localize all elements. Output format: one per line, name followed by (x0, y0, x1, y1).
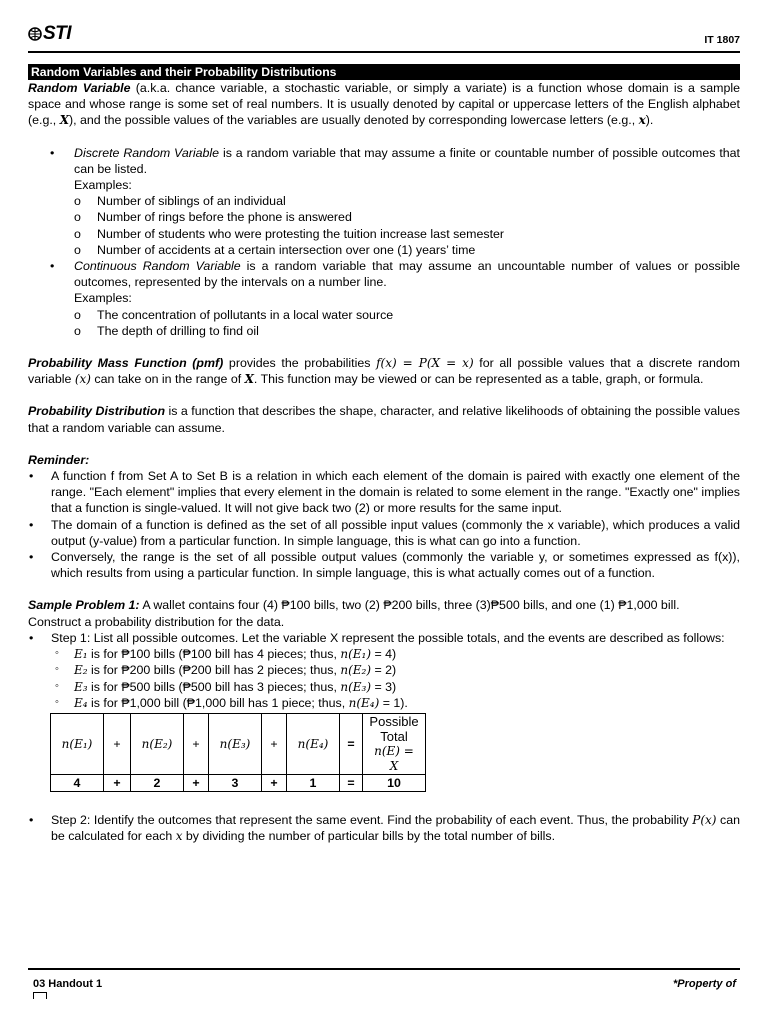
footer-rule (28, 968, 740, 970)
list-item: • The domain of a function is defined as the set of all possible input values (commonly the x variable), which produces a valid output (y-value) from a particular function. In simple language, this is what can go into a function. (29, 517, 740, 548)
bullet-icon: • (50, 259, 55, 274)
step-1: • Step 1: List all possible outcomes. Let the variable X represent the possible totals, and the events are described as follows: (29, 630, 725, 645)
table-cell: + (262, 774, 287, 791)
table-header-cell: n(E₁) (51, 713, 104, 774)
list-item: o The depth of drilling to find oil (74, 323, 259, 338)
examples-label: Examples: (74, 291, 132, 306)
random-variable-definition: Random Variable (a.k.a. chance variable, a stochastic variable, or simply a variate) is a function whose domain is a sample space and whose range is some set of real numbers. It is usually denoted by capital or uppercase letters of the English alphabet (e.g., X), and the possible values of the variables are usually denoted by corresponding lowercase letters (e.g., x). (28, 81, 741, 128)
section-title: Random Variables and their Probability Distributions (28, 64, 740, 80)
probability-distribution-definition: Probability Distribution is a function that describes the shape, character, and relative likelihoods of obtaining the possible values that a random variable can assume. (28, 404, 740, 435)
table-cell: = (340, 774, 363, 791)
table-cell: 4 (51, 774, 104, 791)
discrete-examples (74, 193, 740, 258)
list-item: o The concentration of pollutants in a local water source (74, 307, 394, 322)
totals-table (50, 713, 426, 792)
bullet-icon: • (50, 145, 55, 160)
table-header-cell: n(E₃) (209, 713, 262, 774)
term-discrete: Discrete Random Variable (74, 145, 220, 160)
list-item: o Number of accidents at a certain intersection over one (1) years’ time (74, 242, 476, 257)
continuous-examples (74, 307, 740, 339)
table-header-cell: + (104, 713, 131, 774)
table-header-cell: + (184, 713, 209, 774)
table-row (51, 774, 426, 791)
table-cell: 1 (287, 774, 340, 791)
sti-logo (28, 24, 71, 44)
examples-label: Examples: (74, 178, 132, 193)
table-cell: 2 (131, 774, 184, 791)
page-icon (33, 992, 47, 999)
page-header (28, 22, 740, 52)
table-cell: 10 (363, 774, 426, 791)
table-cell: 3 (209, 774, 262, 791)
steps-list-2 (28, 812, 740, 844)
event-item: ◦ E₁ is for ₱100 bills (₱100 bill has 4 pieces; thus, n(E₁) = 4) (55, 647, 397, 662)
sample-instruction: Construct a probability distribution for the data. (28, 614, 285, 629)
list-item: o Number of students who were protesting the tuition increase last semester (74, 226, 505, 241)
list-item: o Number of rings before the phone is answered (74, 210, 352, 225)
reminder-list (28, 468, 740, 581)
table-header-cell: + (262, 713, 287, 774)
bullet-icon: • (29, 550, 34, 565)
term-probability-distribution: Probability Distribution (28, 404, 166, 419)
logo-text: STI (43, 22, 72, 44)
table-header-cell: n(E₂) (131, 713, 184, 774)
table-cell: + (184, 774, 209, 791)
bullet-icon: • (29, 630, 34, 645)
continuous-variable-item: • Continuous Random Variable is a random variable that may assume an uncountable number of values or possible outcomes, represented by the intervals on a number line. Examples: o The concentration of pollutants in a local water source o The depth of drilling to find oil (50, 259, 740, 338)
course-code: IT 1807 (704, 34, 740, 46)
bullet-icon: • (29, 517, 34, 532)
discrete-variable-item: • Discrete Random Variable is a random variable that may assume a finite or countable number of possible outcomes that can be listed. Examples: o Number of siblings of an individual o Number of rings before the phone is answered o Number of students who were protesting the tuition increase last semester o Number of accidents at a certain intersection over one (1) years’ time (50, 145, 740, 257)
term-continuous: Continuous Random Variable (74, 259, 241, 274)
reminder-label: Reminder: (28, 452, 90, 467)
event-item: ◦ E₂ is for ₱200 bills (₱200 bill has 2 pieces; thus, n(E₂) = 2) (55, 663, 397, 678)
variable-types-list (28, 145, 740, 339)
list-item: • Conversely, the range is the set of all possible output values (commonly the variable y, or sometimes expressed as f(x)), which results from using a particular function. In simple language, this is what actually comes out of a function. (29, 550, 740, 581)
pmf-definition: Probability Mass Function (pmf) provides the probabilities f(x) = P(X = x) for all possible values that a discrete random variable (x) can take on in the range of X. This function may be viewed or can be represented as a table, graph, or formula. (28, 356, 740, 387)
term-random-variable: Random Variable (28, 81, 131, 95)
footer-property-label: *Property of (673, 978, 736, 990)
list-item: o Number of siblings of an individual (74, 194, 286, 209)
event-item: ◦ E₃ is for ₱500 bills (₱500 bill has 3 pieces; thus, n(E₃) = 3) (55, 679, 397, 694)
table-cell: + (104, 774, 131, 791)
bullet-icon: • (29, 813, 34, 828)
event-item: ◦ E₄ is for ₱1,000 bill (₱1,000 bill has 1 piece; thus, n(E₄) = 1). (55, 695, 408, 710)
step-2: • Step 2: Identify the outcomes that represent the same event. Find the probability of each event. Thus, the probability P(x) can be calculated for each x by dividing the number of particular bills by the total number of bills. (29, 813, 740, 844)
steps-list (28, 630, 740, 646)
header-rule (28, 51, 740, 53)
table-header-cell: = (340, 713, 363, 774)
sample-problem: Sample Problem 1: A wallet contains four (4) ₱100 bills, two (2) ₱200 bills, three (3)₱500 bills, and one (1) ₱1,000 bill. (28, 598, 680, 613)
table-header-row (51, 713, 426, 774)
events-list (28, 646, 740, 711)
table-header-cell: n(E₄) (287, 713, 340, 774)
sti-globe-icon (28, 27, 42, 41)
term-pmf: Probability Mass Function (pmf) (28, 356, 224, 371)
bullet-icon: • (29, 469, 34, 484)
possible-total-header: Possible Total n(E) = X (363, 713, 426, 774)
footer-handout-label: 03 Handout 1 (33, 978, 103, 990)
sample-problem-label: Sample Problem 1: (28, 598, 140, 613)
list-item: • A function f from Set A to Set B is a relation in which each element of the domain is paired with exactly one element of the range. "Each element" implies that every element in the domain is related to some element in the range. "Exactly one" implies that a function is single-valued. It will not give back two (2) or more results for the same input. (29, 469, 740, 516)
handout-content (28, 64, 740, 845)
